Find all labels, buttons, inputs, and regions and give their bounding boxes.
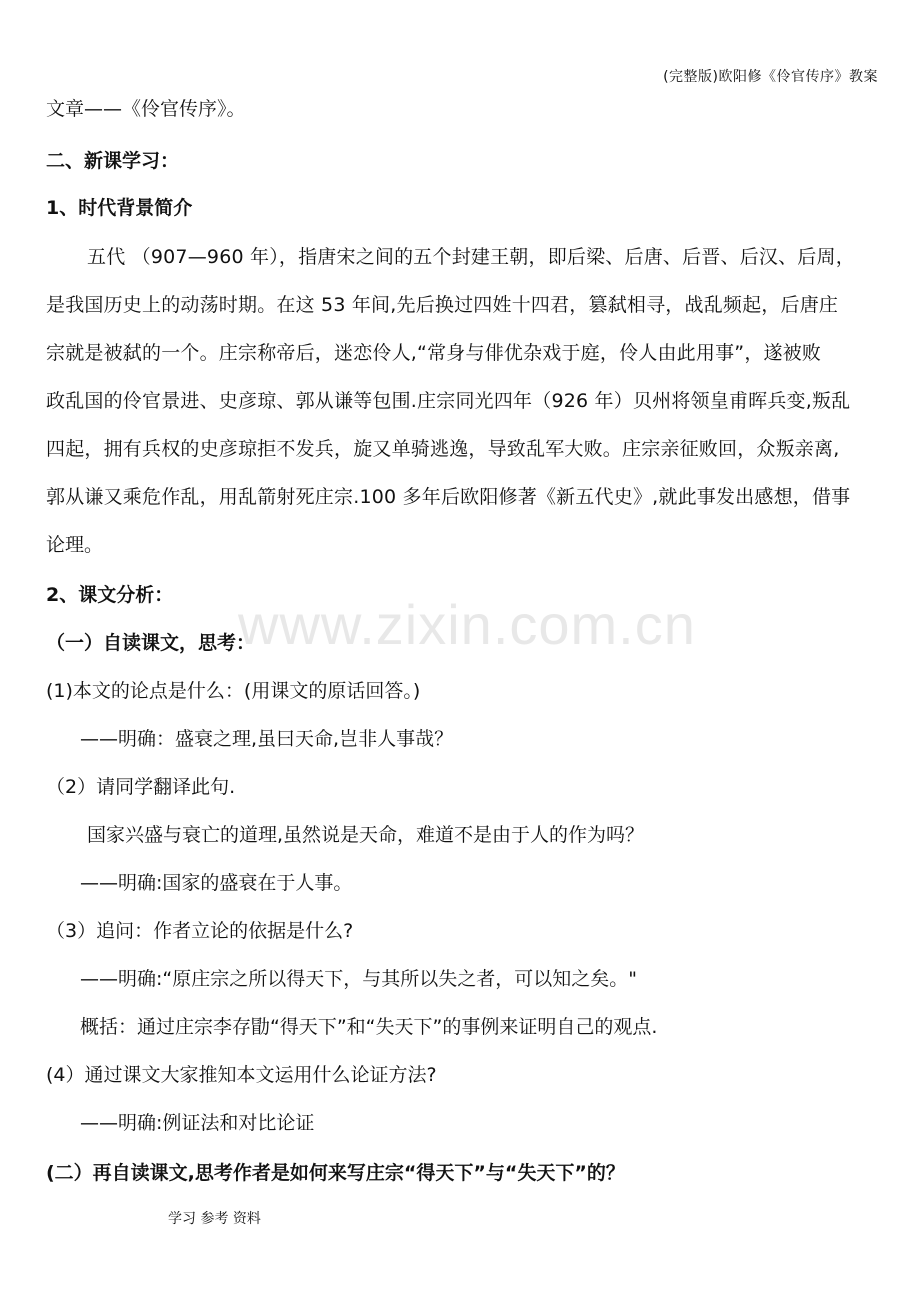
paragraph-line: 五代 （907—960 年），指唐宋之间的五个封建王朝，即后梁、后唐、后晋、后汉、后周， — [87, 246, 855, 268]
paragraph-line: 宗就是被弑的一个。庄宗称帝后，迷恋伶人,“常身与俳优杂戏于庭，伶人由此用事”，遂被败 — [46, 342, 822, 364]
answer-line: ——明确:例证法和对比论证 — [80, 1112, 315, 1134]
paragraph-line: 四起，拥有兵权的史彦琼拒不发兵，旋又单骑逃逸，导致乱军大败。庄宗亲征败回，众叛亲离, — [46, 438, 840, 460]
subsection-heading: 2、课文分析： — [46, 584, 174, 606]
text-line: 文章——《伶官传序》。 — [46, 98, 246, 120]
summary-line: 概括：通过庄宗李存勖“得天下”和“失天下”的事例来证明自己的观点. — [80, 1016, 658, 1038]
question-line: （3）追问：作者立论的依据是什么? — [46, 920, 354, 942]
question-line: （2）请同学翻译此句. — [46, 776, 236, 798]
answer-line: ——明确:“原庄宗之所以得天下，与其所以失之者，可以知之矣。" — [80, 968, 637, 990]
paragraph-line: 是我国历史上的动荡时期。在这 53 年间,先后换过四姓十四君，篡弑相寻，战乱频起，后唐庄 — [46, 294, 839, 316]
answer-line: 国家兴盛与衰亡的道理,虽然说是天命，难道不是由于人的作为吗？ — [87, 824, 645, 846]
subsection-heading: 1、时代背景简介 — [46, 197, 193, 219]
paragraph-line: 论理。 — [46, 534, 104, 556]
answer-line: ——明确：盛衰之理,虽曰天命,岂非人事哉？ — [80, 728, 454, 750]
subsection-heading: （一）自读课文，思考： — [46, 632, 256, 654]
section-heading: 二、新课学习： — [46, 150, 180, 172]
document-header: (完整版)欧阳修《伶官传序》教案 — [663, 69, 878, 85]
subsection-heading: (二）再自读课文,思考作者是如何来写庄宗“得天下”与“失天下”的？ — [46, 1162, 625, 1184]
paragraph-line: 政乱国的伶官景进、史彦琼、郭从谦等包围.庄宗同光四年（926 年）贝州将领皇甫晖兵变,叛乱 — [46, 390, 851, 412]
page-footer: 学习 参考 资料 — [168, 1211, 261, 1227]
paragraph-line: 郭从谦又乘危作乱，用乱箭射死庄宗.100 多年后欧阳修著《新五代史》,就此事发出感想，借事 — [46, 486, 851, 508]
question-line: (1)本文的论点是什么：(用课文的原话回答。) — [46, 680, 421, 702]
answer-line: ——明确:国家的盛衰在于人事。 — [80, 872, 353, 894]
watermark: www.zixin.com.cn — [238, 593, 696, 656]
question-line: (4）通过课文大家推知本文运用什么论证方法? — [46, 1064, 437, 1086]
